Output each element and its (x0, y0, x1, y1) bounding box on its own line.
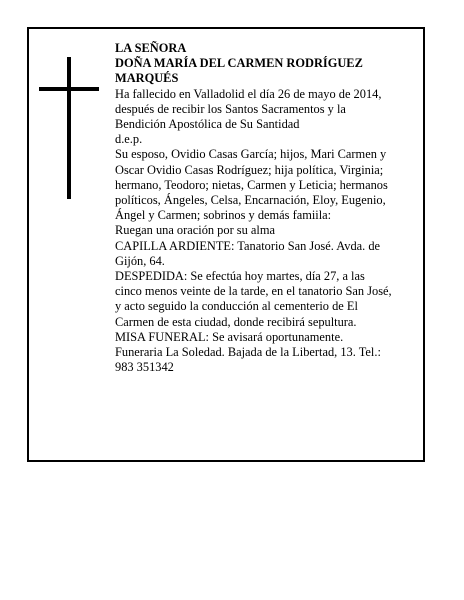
deceased-name-line-2: MARQUÉS (115, 71, 179, 86)
notice-body (115, 87, 423, 376)
obituary-notice (27, 27, 425, 462)
notice-body-line: 983 351342 (115, 360, 174, 375)
notice-body-line: Bendición Apostólica de Su Santidad (115, 117, 300, 132)
notice-body-line: políticos, Ángeles, Celsa, Encarnación, Eloy, Eugenio, (115, 193, 386, 208)
notice-body-line: Ruegan una oración por su alma (115, 223, 275, 238)
notice-body-line: Ha fallecido en Valladolid el día 26 de mayo de 2014, (115, 86, 382, 101)
notice-body-line: MISA FUNERAL: Se avisará oportunamente. (115, 329, 344, 344)
cross-horizontal-bar (39, 87, 99, 91)
notice-body-line: Ángel y Carmen; sobrinos y demás famiila: (115, 208, 332, 223)
notice-body-line: Oscar Ovidio Casas Rodríguez; hija política, Virginia; (115, 162, 384, 177)
notice-body-line: Su esposo, Ovidio Casas García; hijos, Mari Carmen y (115, 147, 387, 162)
notice-body-line: d.e.p. (115, 132, 143, 147)
notice-body-line: DESPEDIDA: Se efectúa hoy martes, día 27, a las (115, 269, 365, 284)
notice-body-line: Funeraria La Soledad. Bajada de la Libertad, 13. Tel.: (115, 345, 381, 360)
cross-vertical-bar (67, 57, 71, 199)
notice-body-line: Gijón, 64. (115, 253, 165, 268)
notice-title: LA SEÑORA (115, 41, 187, 55)
notice-body-line: hermano, Teodoro; nietas, Carmen y Leticia; hermanos (115, 177, 388, 192)
deceased-name-line-1: DOÑA MARÍA DEL CARMEN RODRÍGUEZ (115, 56, 363, 71)
notice-body-line: después de recibir los Santos Sacramentos y la (115, 101, 346, 116)
notice-body-line: Carmen de esta ciudad, donde recibirá sepultura. (115, 314, 357, 329)
notice-text (115, 41, 423, 375)
notice-body-line: CAPILLA ARDIENTE: Tanatorio San José. Avda. de (115, 238, 381, 253)
notice-body-line: cinco menos veinte de la tarde, en el tanatorio San José, (115, 284, 392, 299)
notice-body-line: y acto seguido la conducción al cementerio de El (115, 299, 358, 314)
